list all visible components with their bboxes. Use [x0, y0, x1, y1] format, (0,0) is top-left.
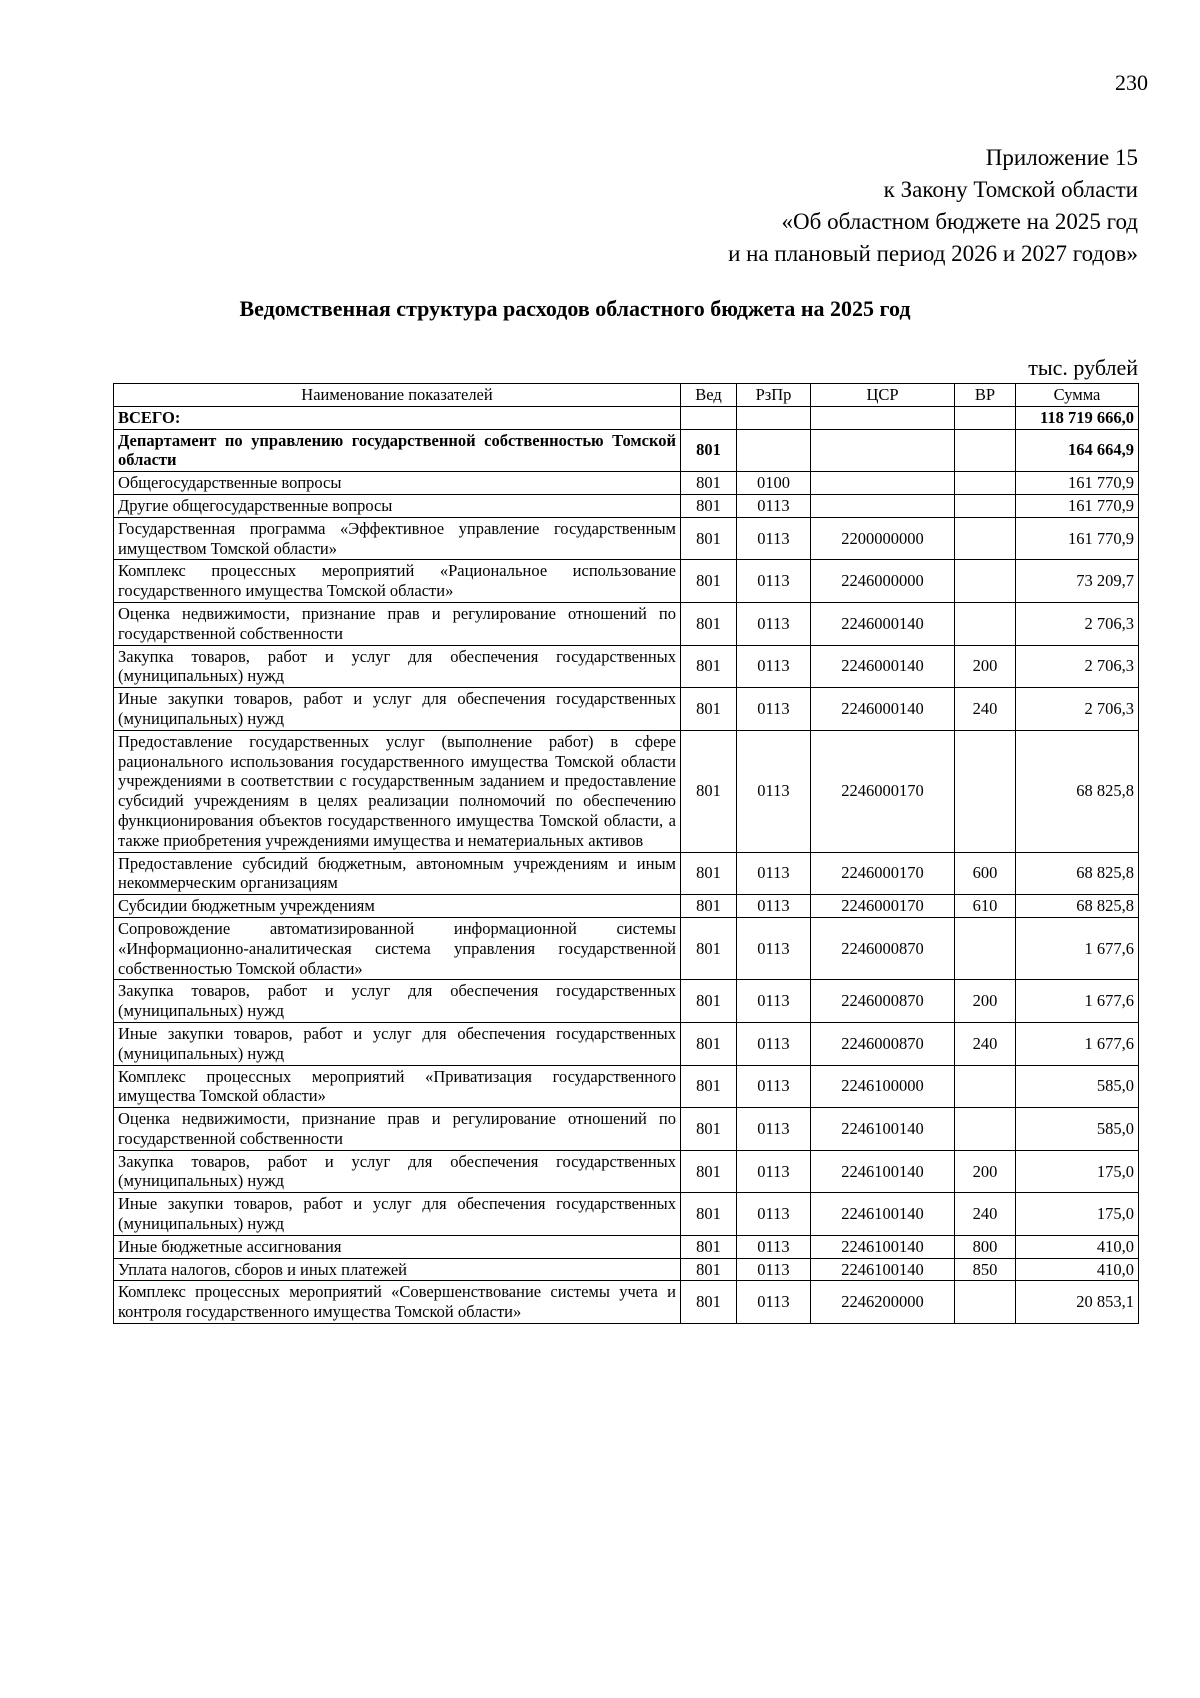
cell-vr — [955, 429, 1016, 472]
cell-csr: 2246000140 — [811, 602, 955, 645]
cell-csr: 2246200000 — [811, 1281, 955, 1324]
table-row — [114, 917, 1139, 979]
table-row — [114, 560, 1139, 603]
cell-ved: 801 — [681, 895, 737, 918]
cell-rzpr: 0113 — [737, 852, 811, 895]
table-row — [114, 472, 1139, 495]
cell-sum: 68 825,8 — [1016, 852, 1139, 895]
cell-ved: 801 — [681, 1193, 737, 1236]
appendix-line: и на плановый период 2026 и 2027 годов» — [728, 241, 1138, 266]
cell-rzpr: 0113 — [737, 980, 811, 1023]
cell-rzpr: 0113 — [737, 1022, 811, 1065]
cell-rzpr — [737, 406, 811, 429]
budget-table — [113, 383, 1139, 1324]
cell-rzpr: 0113 — [737, 560, 811, 603]
cell-csr: 2246100000 — [811, 1065, 955, 1108]
cell-rzpr: 0113 — [737, 1281, 811, 1324]
cell-vr — [955, 472, 1016, 495]
cell-rzpr: 0113 — [737, 895, 811, 918]
cell-vr — [955, 494, 1016, 517]
cell-name: Иные бюджетные ассигнования — [114, 1235, 681, 1258]
cell-csr: 2246100140 — [811, 1108, 955, 1151]
appendix-line: Приложение 15 — [985, 145, 1138, 170]
table-row — [114, 1150, 1139, 1193]
cell-rzpr: 0113 — [737, 1150, 811, 1193]
cell-name: Иные закупки товаров, работ и услуг для обеспечения государственных (муниципальных) нужд — [114, 1022, 681, 1065]
cell-ved: 801 — [681, 917, 737, 979]
cell-csr: 2246100140 — [811, 1193, 955, 1236]
cell-ved: 801 — [681, 730, 737, 852]
cell-ved: 801 — [681, 494, 737, 517]
document-title: Ведомственная структура расходов областного бюджета на 2025 год — [239, 296, 911, 321]
cell-csr: 2246000870 — [811, 980, 955, 1023]
cell-sum: 73 209,7 — [1016, 560, 1139, 603]
column-header-ved: Вед — [681, 384, 737, 407]
cell-sum: 161 770,9 — [1016, 472, 1139, 495]
cell-csr — [811, 494, 955, 517]
cell-sum: 1 677,6 — [1016, 917, 1139, 979]
cell-rzpr: 0113 — [737, 1108, 811, 1151]
cell-sum: 161 770,9 — [1016, 494, 1139, 517]
cell-csr: 2246000870 — [811, 917, 955, 979]
cell-vr — [955, 517, 1016, 560]
appendix-line: к Закону Томской области — [883, 177, 1138, 202]
cell-name: Другие общегосударственные вопросы — [114, 494, 681, 517]
cell-ved: 801 — [681, 472, 737, 495]
cell-name: Департамент по управлению государственной собственностью Томской области — [114, 429, 681, 472]
cell-name: Оценка недвижимости, признание прав и регулирование отношений по государственной собственности — [114, 1108, 681, 1151]
table-row — [114, 1108, 1139, 1151]
table-row — [114, 1258, 1139, 1281]
cell-csr: 2246000170 — [811, 852, 955, 895]
cell-vr — [955, 917, 1016, 979]
table-row — [114, 645, 1139, 688]
cell-name: Комплекс процессных мероприятий «Совершенствование системы учета и контроля государственного имущества Томской области» — [114, 1281, 681, 1324]
appendix-block — [728, 142, 1138, 270]
cell-vr: 600 — [955, 852, 1016, 895]
cell-csr: 2246000170 — [811, 730, 955, 852]
cell-vr: 800 — [955, 1235, 1016, 1258]
cell-ved: 801 — [681, 688, 737, 731]
cell-rzpr: 0113 — [737, 1193, 811, 1236]
column-header-vr: ВР — [955, 384, 1016, 407]
cell-vr: 850 — [955, 1258, 1016, 1281]
cell-ved: 801 — [681, 560, 737, 603]
table-header-row — [114, 384, 1139, 407]
cell-rzpr: 0113 — [737, 602, 811, 645]
cell-name: Закупка товаров, работ и услуг для обеспечения государственных (муниципальных) нужд — [114, 980, 681, 1023]
appendix-line: «Об областном бюджете на 2025 год — [781, 209, 1138, 234]
cell-vr: 240 — [955, 688, 1016, 731]
cell-vr: 200 — [955, 980, 1016, 1023]
cell-ved: 801 — [681, 980, 737, 1023]
cell-sum: 2 706,3 — [1016, 688, 1139, 731]
cell-ved: 801 — [681, 1235, 737, 1258]
table-row — [114, 1235, 1139, 1258]
cell-csr: 2246000870 — [811, 1022, 955, 1065]
cell-name: Государственная программа «Эффективное управление государственным имуществом Томской области» — [114, 517, 681, 560]
cell-sum: 161 770,9 — [1016, 517, 1139, 560]
cell-rzpr: 0113 — [737, 1235, 811, 1258]
cell-sum: 410,0 — [1016, 1258, 1139, 1281]
cell-sum: 68 825,8 — [1016, 730, 1139, 852]
cell-rzpr: 0113 — [737, 917, 811, 979]
table-row — [114, 895, 1139, 918]
cell-sum: 175,0 — [1016, 1150, 1139, 1193]
cell-csr: 2246000140 — [811, 645, 955, 688]
table-row — [114, 602, 1139, 645]
cell-rzpr: 0113 — [737, 1258, 811, 1281]
cell-csr: 2246100140 — [811, 1258, 955, 1281]
table-row — [114, 688, 1139, 731]
cell-rzpr: 0113 — [737, 645, 811, 688]
column-header-sum: Сумма — [1016, 384, 1139, 407]
cell-csr: 2246000140 — [811, 688, 955, 731]
cell-csr: 2246100140 — [811, 1235, 955, 1258]
page-number: 230 — [1115, 70, 1148, 95]
cell-ved: 801 — [681, 1150, 737, 1193]
column-header-rzpr: РзПр — [737, 384, 811, 407]
cell-name: Иные закупки товаров, работ и услуг для обеспечения государственных (муниципальных) нужд — [114, 688, 681, 731]
cell-vr — [955, 560, 1016, 603]
cell-csr — [811, 472, 955, 495]
cell-name: Иные закупки товаров, работ и услуг для обеспечения государственных (муниципальных) нужд — [114, 1193, 681, 1236]
cell-vr — [955, 602, 1016, 645]
cell-name: Оценка недвижимости, признание прав и регулирование отношений по государственной собственности — [114, 602, 681, 645]
cell-name: Закупка товаров, работ и услуг для обеспечения государственных (муниципальных) нужд — [114, 645, 681, 688]
cell-sum: 1 677,6 — [1016, 1022, 1139, 1065]
cell-rzpr: 0100 — [737, 472, 811, 495]
cell-name: ВСЕГО: — [114, 406, 681, 429]
cell-name: Предоставление субсидий бюджетным, автономным учреждениям и иным некоммерческим организациям — [114, 852, 681, 895]
cell-sum: 585,0 — [1016, 1108, 1139, 1151]
cell-rzpr: 0113 — [737, 1065, 811, 1108]
cell-sum: 68 825,8 — [1016, 895, 1139, 918]
table-row — [114, 1193, 1139, 1236]
cell-ved: 801 — [681, 1281, 737, 1324]
cell-rzpr — [737, 429, 811, 472]
cell-csr: 2246000000 — [811, 560, 955, 603]
cell-rzpr: 0113 — [737, 494, 811, 517]
table-row — [114, 852, 1139, 895]
cell-sum: 20 853,1 — [1016, 1281, 1139, 1324]
cell-name: Предоставление государственных услуг (выполнение работ) в сфере рационального использования государственного имущества Томской области учреждениями в соответствии с государственным заданием и предоставление субсидий учреждениям в целях реализации полномочий по обеспечению функционирования объектов государственного имущества Томской области, а также приобретения учреждениями имущества и нематериальных активов — [114, 730, 681, 852]
table-row — [114, 730, 1139, 852]
cell-vr — [955, 406, 1016, 429]
cell-ved: 801 — [681, 645, 737, 688]
cell-ved: 801 — [681, 1065, 737, 1108]
cell-ved: 801 — [681, 429, 737, 472]
cell-sum: 585,0 — [1016, 1065, 1139, 1108]
cell-name: Уплата налогов, сборов и иных платежей — [114, 1258, 681, 1281]
column-header-csr: ЦСР — [811, 384, 955, 407]
cell-sum: 2 706,3 — [1016, 602, 1139, 645]
cell-name: Субсидии бюджетным учреждениям — [114, 895, 681, 918]
table-row — [114, 517, 1139, 560]
cell-sum: 164 664,9 — [1016, 429, 1139, 472]
cell-sum: 2 706,3 — [1016, 645, 1139, 688]
cell-vr: 200 — [955, 645, 1016, 688]
cell-sum: 410,0 — [1016, 1235, 1139, 1258]
cell-ved: 801 — [681, 1258, 737, 1281]
cell-csr — [811, 429, 955, 472]
cell-csr: 2246100140 — [811, 1150, 955, 1193]
cell-name: Комплекс процессных мероприятий «Приватизация государственного имущества Томской области» — [114, 1065, 681, 1108]
cell-sum: 118 719 666,0 — [1016, 406, 1139, 429]
cell-vr — [955, 1281, 1016, 1324]
cell-sum: 175,0 — [1016, 1193, 1139, 1236]
cell-name: Общегосударственные вопросы — [114, 472, 681, 495]
cell-vr: 240 — [955, 1193, 1016, 1236]
cell-rzpr: 0113 — [737, 517, 811, 560]
cell-name: Закупка товаров, работ и услуг для обеспечения государственных (муниципальных) нужд — [114, 1150, 681, 1193]
cell-ved: 801 — [681, 852, 737, 895]
cell-csr: 2200000000 — [811, 517, 955, 560]
table-row — [114, 406, 1139, 429]
cell-vr: 200 — [955, 1150, 1016, 1193]
cell-name: Комплекс процессных мероприятий «Рациональное использование государственного имущества Томской области» — [114, 560, 681, 603]
cell-ved: 801 — [681, 517, 737, 560]
cell-vr — [955, 1108, 1016, 1151]
cell-name: Сопровождение автоматизированной информационной системы «Информационно-аналитическая система управления государственной собственностью Томской области» — [114, 917, 681, 979]
table-row — [114, 1022, 1139, 1065]
column-header-name: Наименование показателей — [114, 384, 681, 407]
table-row — [114, 1065, 1139, 1108]
cell-csr: 2246000170 — [811, 895, 955, 918]
cell-csr — [811, 406, 955, 429]
cell-vr — [955, 1065, 1016, 1108]
cell-vr: 610 — [955, 895, 1016, 918]
cell-vr: 240 — [955, 1022, 1016, 1065]
table-row — [114, 494, 1139, 517]
table-row — [114, 429, 1139, 472]
cell-rzpr: 0113 — [737, 688, 811, 731]
table-row — [114, 1281, 1139, 1324]
cell-sum: 1 677,6 — [1016, 980, 1139, 1023]
cell-ved: 801 — [681, 602, 737, 645]
table-row — [114, 980, 1139, 1023]
cell-ved: 801 — [681, 1022, 737, 1065]
cell-rzpr: 0113 — [737, 730, 811, 852]
cell-vr — [955, 730, 1016, 852]
cell-ved: 801 — [681, 1108, 737, 1151]
cell-ved — [681, 406, 737, 429]
units-label: тыс. рублей — [1028, 355, 1138, 380]
